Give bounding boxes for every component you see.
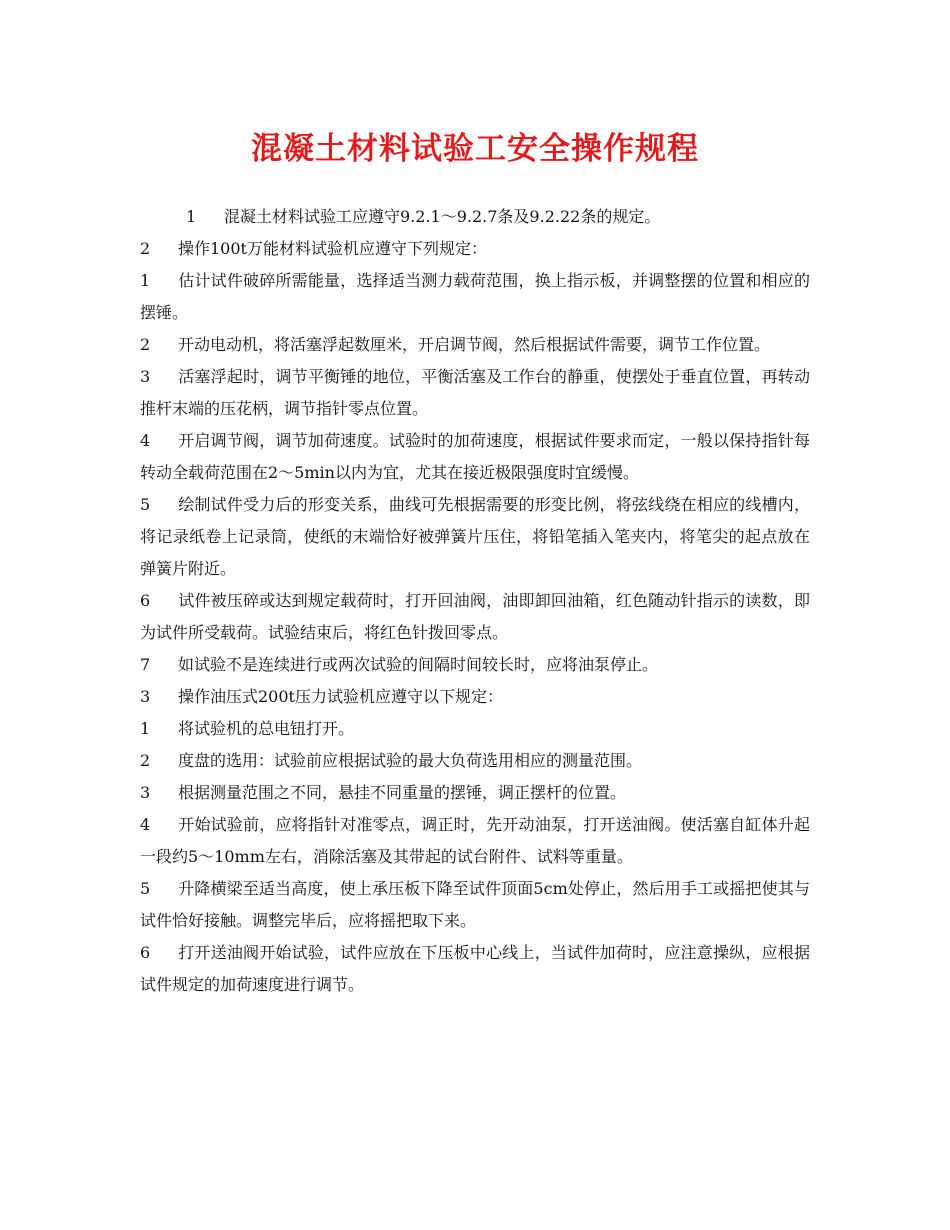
paragraph-number: 1 <box>186 207 197 226</box>
paragraph-number: 2 <box>140 239 151 258</box>
paragraph-number: 4 <box>140 431 151 450</box>
paragraph <box>140 233 810 265</box>
paragraph <box>140 489 810 585</box>
paragraph <box>140 745 810 777</box>
paragraph-number: 1 <box>140 719 151 738</box>
paragraph-text: 试件被压碎或达到规定载荷时，打开回油阀，油即卸回油箱，红色随动针指示的读数，即为试件所受载荷。试验结束后，将红色针拨回零点。 <box>140 591 810 642</box>
paragraph-text: 打开送油阀开始试验，试件应放在下压板中心线上，当试件加荷时，应注意操纵，应根据试件规定的加荷速度进行调节。 <box>140 943 810 994</box>
document-title: 混凝土材料试验工安全操作规程 <box>251 131 699 167</box>
document-body <box>140 201 810 1001</box>
paragraph-number: 3 <box>140 687 151 706</box>
paragraph-number: 6 <box>140 943 151 962</box>
paragraph-number: 5 <box>140 495 151 514</box>
paragraph-number: 2 <box>140 751 151 770</box>
paragraph-text: 根据测量范围之不同，悬挂不同重量的摆锤，调正摆杆的位置。 <box>178 783 627 802</box>
paragraph <box>140 649 810 681</box>
paragraph-number: 6 <box>140 591 151 610</box>
paragraph-number: 1 <box>140 271 151 290</box>
paragraph-text: 升降横梁至适当高度，使上承压板下降至试件顶面5cm处停止，然后用手工或摇把使其与试件恰好接触。调整完毕后，应将摇把取下来。 <box>140 879 810 930</box>
paragraph-text: 活塞浮起时，调节平衡锤的地位，平衡活塞及工作台的静重，使摆处于垂直位置，再转动推杆末端的压花柄，调节指针零点位置。 <box>140 367 810 418</box>
paragraph-text: 绘制试件受力后的形变关系，曲线可先根据需要的形变比例，将弦线绕在相应的线槽内，将记录纸卷上记录筒，使纸的末端恰好被弹簧片压住，将铅笔插入笔夹内，将笔尖的起点放在弹簧片附近。 <box>140 495 810 578</box>
paragraph <box>140 585 810 649</box>
paragraph <box>140 265 810 329</box>
paragraph-number: 5 <box>140 879 151 898</box>
paragraph <box>140 777 810 809</box>
paragraph-text: 估计试件破碎所需能量，选择适当测力载荷范围，换上指示板，并调整摆的位置和相应的摆锤。 <box>140 271 810 322</box>
paragraph-text: 操作100t万能材料试验机应遵守下列规定： <box>178 239 487 258</box>
paragraph <box>140 201 810 233</box>
paragraph-text: 开启调节阀，调节加荷速度。试验时的加荷速度，根据试件要求而定，一般以保持指针每转动全载荷范围在2～5min以内为宜，尤其在接近极限强度时宜缓慢。 <box>140 431 810 482</box>
paragraph <box>140 425 810 489</box>
paragraph-number: 2 <box>140 335 151 354</box>
paragraph-number: 7 <box>140 655 151 674</box>
paragraph <box>140 937 810 1001</box>
paragraph-text: 操作油压式200t压力试验机应遵守以下规定： <box>178 687 503 706</box>
paragraph-number: 3 <box>140 367 151 386</box>
paragraph <box>140 809 810 873</box>
paragraph-text: 度盘的选用：试验前应根据试验的最大负荷选用相应的测量范围。 <box>178 751 643 770</box>
paragraph-text: 开始试验前，应将指针对准零点，调正时，先开动油泵，打开送油阀。使活塞自缸体升起一段约5～10mm左右，消除活塞及其带起的试台附件、试料等重量。 <box>140 815 810 866</box>
paragraph <box>140 361 810 425</box>
paragraph <box>140 713 810 745</box>
paragraph-text: 混凝土材料试验工应遵守9.2.1～9.2.7条及9.2.22条的规定。 <box>224 207 661 226</box>
paragraph <box>140 329 810 361</box>
paragraph-number: 4 <box>140 815 151 834</box>
paragraph-text: 将试验机的总电钮打开。 <box>178 719 355 738</box>
paragraph <box>140 873 810 937</box>
paragraph <box>140 681 810 713</box>
paragraph-text: 开动电动机，将活塞浮起数厘米，开启调节阀，然后根据试件需要，调节工作位置。 <box>178 335 771 354</box>
paragraph-number: 3 <box>140 783 151 802</box>
paragraph-text: 如试验不是连续进行或两次试验的间隔时间较长时，应将油泵停止。 <box>178 655 659 674</box>
